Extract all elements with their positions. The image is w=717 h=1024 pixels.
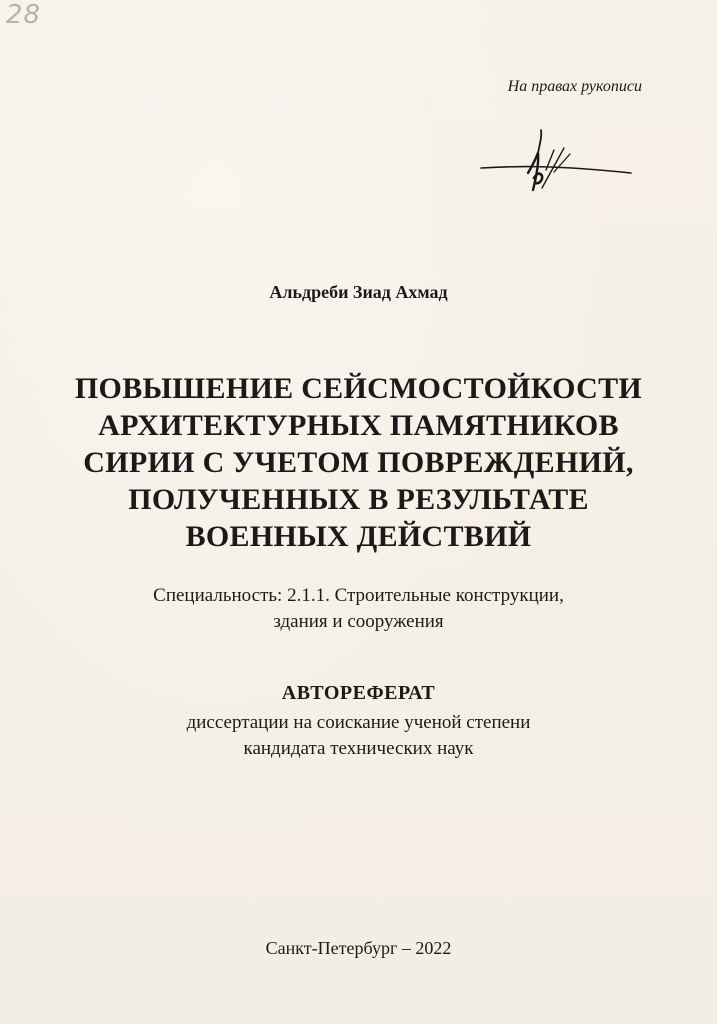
degree-line: диссертации на соискание ученой степени [186, 712, 531, 733]
specialty [40, 583, 677, 635]
document-type-heading: АВТОРЕФЕРАТ [281, 682, 436, 704]
title-line: ПОЛУЧЕННЫХ В РЕЗУЛЬТАТЕ [128, 483, 589, 516]
title-line: ВОЕННЫХ ДЕЙСТВИЙ [185, 520, 532, 553]
title-line: АРХИТЕКТУРНЫХ ПАМЯТНИКОВ [98, 409, 619, 442]
author-name: Альдреби Зиад Ахмад [269, 282, 448, 302]
degree-line: кандидата технических наук [243, 738, 474, 759]
title-line: СИРИИ С УЧЕТОМ ПОВРЕЖДЕНИЙ, [83, 446, 634, 479]
handwritten-signature [476, 128, 636, 208]
degree-description [40, 710, 677, 762]
city-year: Санкт-Петербург – 2022 [265, 938, 452, 958]
handwritten-page-number: 28 [6, 0, 42, 30]
specialty-line: Специальность: 2.1.1. Строительные конструкции, [153, 585, 564, 606]
specialty-line: здания и сооружения [273, 611, 444, 632]
dissertation-title [40, 370, 677, 555]
title-line: ПОВЫШЕНИЕ СЕЙСМОСТОЙКОСТИ [74, 372, 643, 405]
manuscript-rights-note: На правах рукописи [507, 78, 642, 95]
